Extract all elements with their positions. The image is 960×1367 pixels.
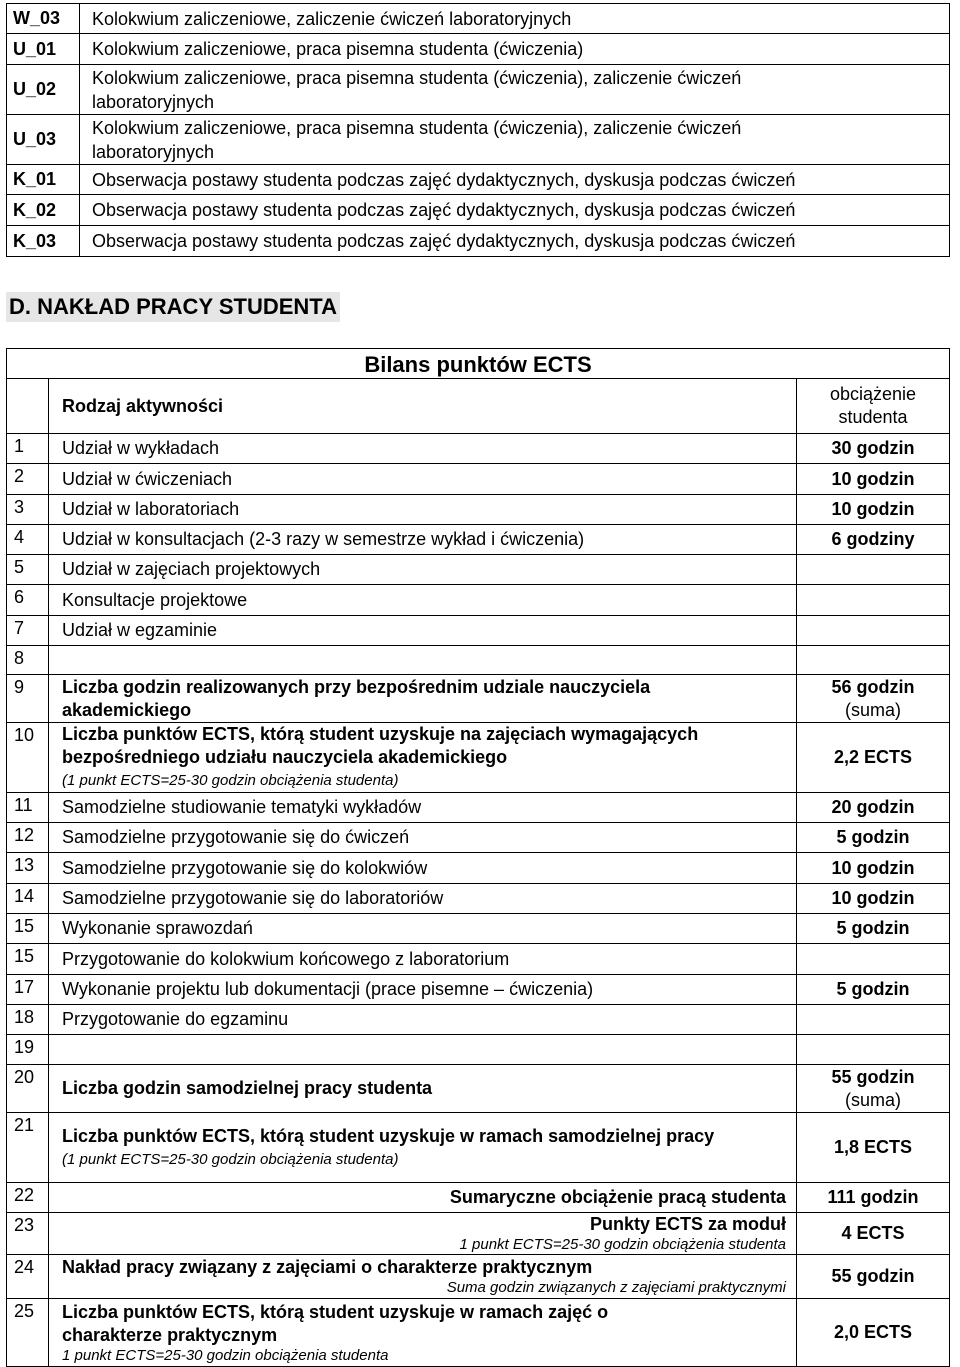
row-number: 11 [7, 793, 49, 823]
sum-note: (suma) [844, 699, 901, 720]
load-value: 30 godzin [797, 434, 950, 464]
activity-label: Udział w laboratoriach [49, 495, 797, 525]
activity-label: Udział w egzaminie [49, 616, 797, 646]
table-row [7, 4, 950, 34]
activity-label-cell [49, 1255, 797, 1299]
table-row [7, 914, 950, 944]
load-value-cell [797, 675, 950, 723]
row-number: 5 [7, 555, 49, 585]
activity-label: Liczba punktów ECTS, którą student uzyskuje na zajęciach wymagających bezpośredniego udziału nauczyciela akademickiego [62, 724, 699, 767]
activity-label: Przygotowanie do egzaminu [49, 1005, 797, 1035]
row-number: 25 [7, 1299, 49, 1367]
header-number-cell [7, 379, 49, 434]
load-value: 6 godziny [797, 525, 950, 555]
activity-label: Samodzielne przygotowanie się do laboratoriów [49, 884, 797, 914]
load-value: 1,8 ECTS [797, 1113, 950, 1183]
table-row [7, 1113, 950, 1183]
row-number: 3 [7, 495, 49, 525]
row-number: 14 [7, 884, 49, 914]
row-number: 8 [7, 646, 49, 675]
table-header-row [7, 379, 950, 434]
row-number: 9 [7, 675, 49, 723]
load-value: 111 godzin [797, 1183, 950, 1213]
activity-label: Konsultacje projektowe [49, 585, 797, 616]
activity-label: Wykonanie sprawozdań [49, 914, 797, 944]
row-number: 15 [7, 944, 49, 975]
activity-label: Liczba godzin realizowanych przy bezpośrednim udziale nauczyciela akademickiego [49, 675, 797, 723]
load-value: 4 ECTS [797, 1213, 950, 1255]
effect-code: W_03 [7, 4, 80, 34]
activity-label: Liczba punktów ECTS, którą student uzyskuje w ramach zajęć o charakterze praktycznym [62, 1301, 609, 1345]
load-value: 10 godzin [797, 495, 950, 525]
activity-label: Sumaryczne obciążenie pracą studenta [49, 1183, 797, 1213]
table-title: Bilans punktów ECTS [7, 349, 950, 379]
table-row [7, 464, 950, 495]
activity-label: Punkty ECTS za moduł [589, 1214, 786, 1234]
activity-label: Udział w zajęciach projektowych [49, 555, 797, 585]
table-row [7, 226, 950, 257]
load-value [797, 585, 950, 616]
effect-method: Obserwacja postawy studenta podczas zajęć dydaktycznych, dyskusja podczas ćwiczeń [80, 165, 950, 195]
effect-code: K_02 [7, 195, 80, 226]
table-row [7, 434, 950, 464]
row-number: 17 [7, 975, 49, 1005]
activity-label-cell [49, 1113, 797, 1183]
table-row [7, 646, 950, 675]
activity-label: Udział w ćwiczeniach [49, 464, 797, 495]
effect-method: Kolokwium zaliczeniowe, zaliczenie ćwiczeń laboratoryjnych [80, 4, 950, 34]
activity-label-cell [49, 1299, 797, 1367]
table-row [7, 1299, 950, 1367]
activity-label: Samodzielne przygotowanie się do kolokwiów [49, 853, 797, 884]
row-number: 23 [7, 1213, 49, 1255]
table-row [7, 975, 950, 1005]
load-value [797, 555, 950, 585]
table-row [7, 884, 950, 914]
row-number: 24 [7, 1255, 49, 1299]
table-row [7, 1183, 950, 1213]
activity-label: Samodzielne przygotowanie się do ćwiczeń [49, 823, 797, 853]
table-row [7, 555, 950, 585]
row-number: 2 [7, 464, 49, 495]
effect-code: U_02 [7, 65, 80, 115]
table-row [7, 115, 950, 165]
effect-method: Kolokwium zaliczeniowe, praca pisemna studenta (ćwiczenia), zaliczenie ćwiczeń laboratoryjnych [80, 115, 950, 165]
table-row [7, 823, 950, 853]
effect-code: K_03 [7, 226, 80, 257]
load-value [797, 616, 950, 646]
activity-note: (1 punkt ECTS=25-30 godzin obciążenia studenta) [62, 772, 399, 789]
activity-label: Wykonanie projektu lub dokumentacji (prace pisemne – ćwiczenia) [49, 975, 797, 1005]
row-number: 22 [7, 1183, 49, 1213]
table-row [7, 495, 950, 525]
activity-note: 1 punkt ECTS=25-30 godzin obciążenia studenta [459, 1236, 786, 1253]
row-number: 1 [7, 434, 49, 464]
table-row [7, 1065, 950, 1113]
load-value: 5 godzin [797, 823, 950, 853]
row-number: 4 [7, 525, 49, 555]
load-value: 55 godzin [831, 1066, 915, 1087]
load-value: 55 godzin [797, 1255, 950, 1299]
table-title-row [7, 349, 950, 379]
load-value: 10 godzin [797, 464, 950, 495]
load-value [797, 1035, 950, 1065]
activity-label: Nakład pracy związany z zajęciami o charakterze praktycznym [62, 1257, 593, 1277]
load-value-cell [797, 1065, 950, 1113]
table-row [7, 165, 950, 195]
row-number: 7 [7, 616, 49, 646]
table-row [7, 65, 950, 115]
activity-label: Liczba godzin samodzielnej pracy studenta [49, 1065, 797, 1113]
table-row [7, 1035, 950, 1065]
activity-note: (1 punkt ECTS=25-30 godzin obciążenia studenta) [62, 1150, 399, 1168]
activity-label-cell [49, 1213, 797, 1255]
activity-note: 1 punkt ECTS=25-30 godzin obciążenia studenta [62, 1346, 389, 1364]
row-number: 18 [7, 1005, 49, 1035]
effect-code: U_01 [7, 34, 80, 65]
activity-label: Przygotowanie do kolokwium końcowego z laboratorium [49, 944, 797, 975]
table-row [7, 1005, 950, 1035]
column-header-load: obciążenie studenta [797, 379, 950, 434]
row-number: 20 [7, 1065, 49, 1113]
table-row [7, 793, 950, 823]
table-row [7, 675, 950, 723]
row-number: 6 [7, 585, 49, 616]
row-number: 13 [7, 853, 49, 884]
activity-label: Liczba punktów ECTS, którą student uzyskuje w ramach samodzielnej pracy [62, 1125, 715, 1146]
row-number: 12 [7, 823, 49, 853]
sum-note: (suma) [844, 1089, 901, 1110]
activity-label: Udział w konsultacjach (2-3 razy w semestrze wykład i ćwiczenia) [49, 525, 797, 555]
effect-code: K_01 [7, 165, 80, 195]
activity-label [49, 646, 797, 675]
table-row [7, 723, 950, 793]
row-number: 21 [7, 1113, 49, 1183]
load-value: 5 godzin [797, 914, 950, 944]
load-value [797, 646, 950, 675]
table-row [7, 34, 950, 65]
table-row [7, 525, 950, 555]
row-number: 10 [7, 723, 49, 793]
column-header-activity: Rodzaj aktywności [49, 379, 797, 434]
load-value [797, 944, 950, 975]
table-row [7, 1213, 950, 1255]
activity-label: Udział w wykładach [49, 434, 797, 464]
effect-code: U_03 [7, 115, 80, 165]
effect-method: Obserwacja postawy studenta podczas zajęć dydaktycznych, dyskusja podczas ćwiczeń [80, 195, 950, 226]
load-value [797, 1005, 950, 1035]
table-row [7, 195, 950, 226]
effect-method: Obserwacja postawy studenta podczas zajęć dydaktycznych, dyskusja podczas ćwiczeń [80, 226, 950, 257]
activity-label [49, 1035, 797, 1065]
assessment-methods-table [6, 3, 950, 257]
load-value: 2,0 ECTS [797, 1299, 950, 1367]
load-value: 10 godzin [797, 853, 950, 884]
load-value: 56 godzin [831, 676, 915, 697]
load-value: 5 godzin [797, 975, 950, 1005]
activity-label: Samodzielne studiowanie tematyki wykładów [49, 793, 797, 823]
effect-method: Kolokwium zaliczeniowe, praca pisemna studenta (ćwiczenia) [80, 34, 950, 65]
load-value: 2,2 ECTS [797, 723, 950, 793]
section-heading: D. NAKŁAD PRACY STUDENTA [6, 292, 340, 322]
table-row [7, 1255, 950, 1299]
table-row [7, 585, 950, 616]
table-row [7, 944, 950, 975]
activity-note: Suma godzin związanych z zajęciami praktycznymi [446, 1279, 786, 1296]
row-number: 19 [7, 1035, 49, 1065]
table-row [7, 853, 950, 884]
load-value: 20 godzin [797, 793, 950, 823]
load-value: 10 godzin [797, 884, 950, 914]
activity-label-cell [49, 723, 797, 793]
ects-balance-table [6, 348, 950, 1367]
effect-method: Kolokwium zaliczeniowe, praca pisemna studenta (ćwiczenia), zaliczenie ćwiczeń laboratoryjnych [80, 65, 950, 115]
table-row [7, 616, 950, 646]
row-number: 15 [7, 914, 49, 944]
